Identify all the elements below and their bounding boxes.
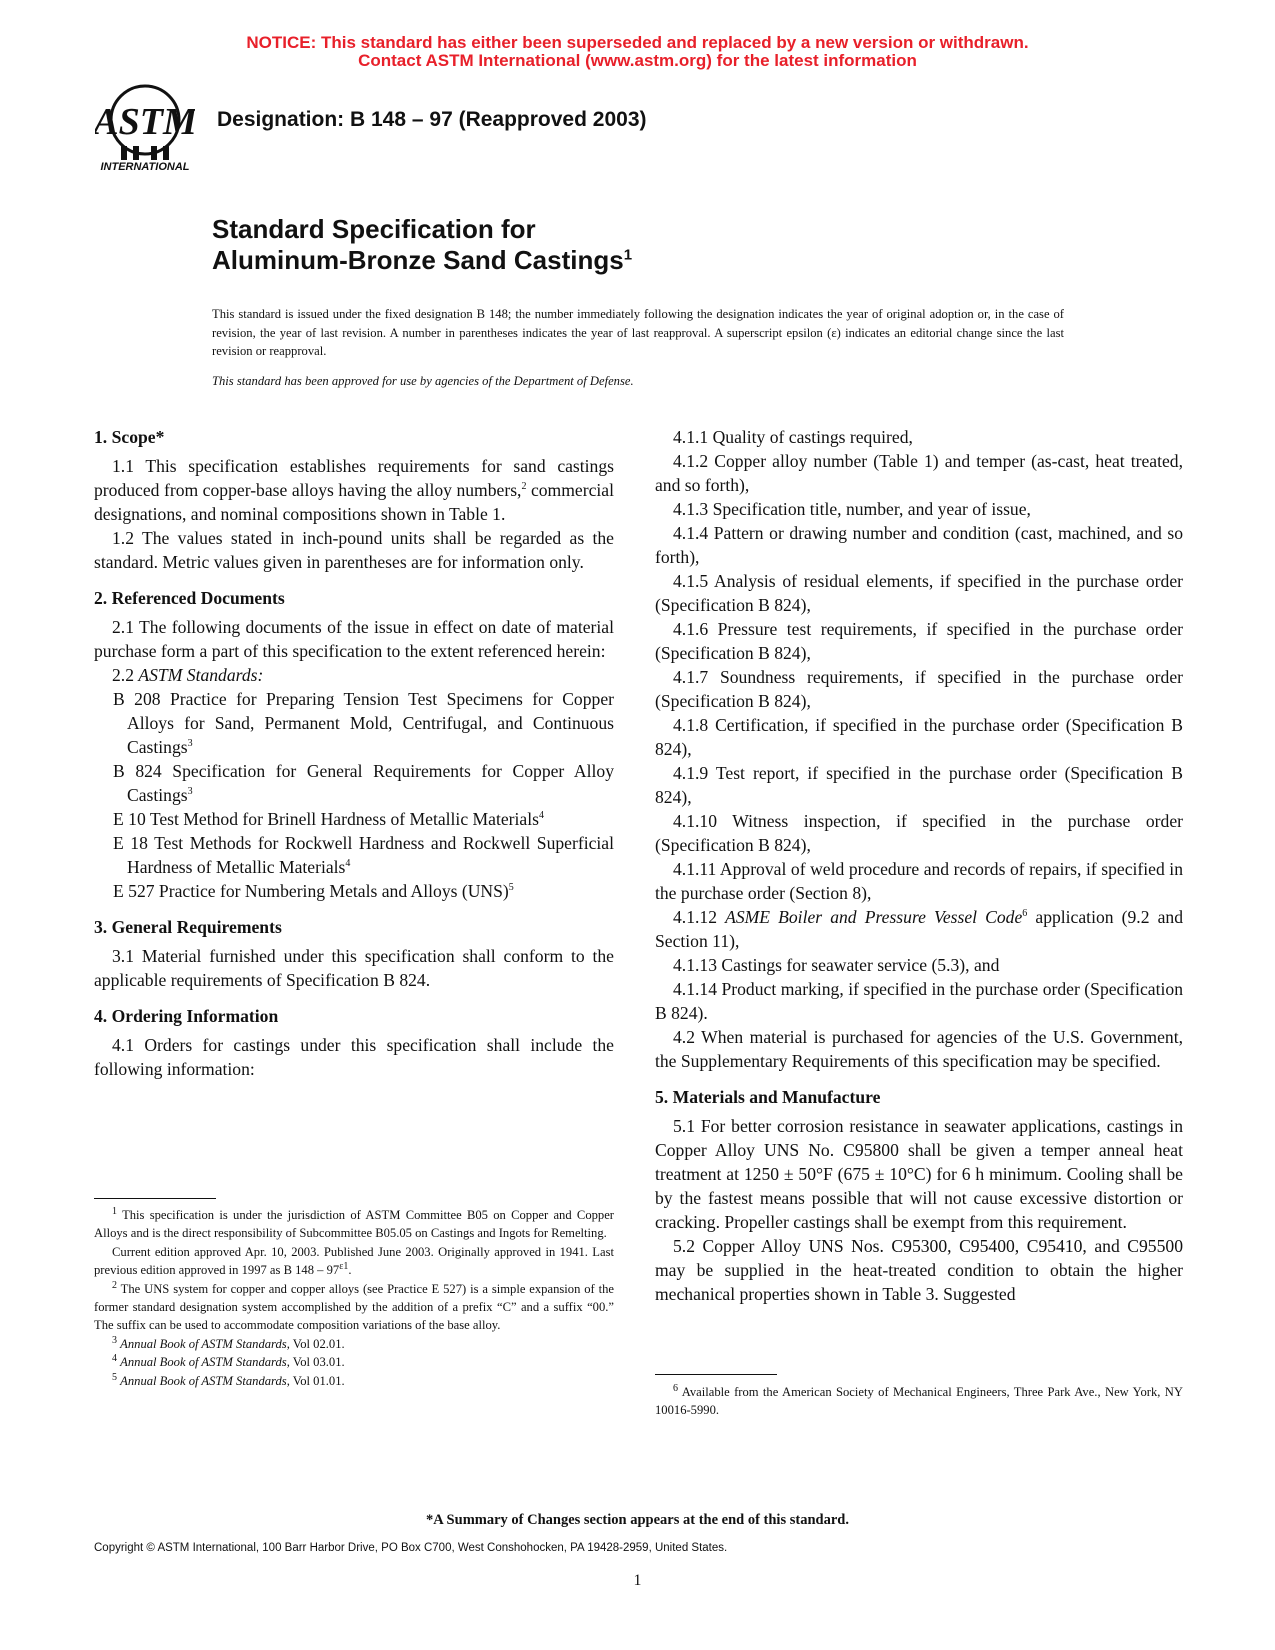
- para-1-1-text-b: commercial designations, and nominal compositions shown in Table 1.: [94, 480, 614, 524]
- footnote-5: [94, 1372, 614, 1390]
- footnote-4-sup: 4: [112, 1353, 117, 1365]
- ref-b824-text: B 824 Specification for General Requirements for Copper Alloy Castings: [113, 761, 614, 805]
- ref-b824-sup: 3: [187, 786, 193, 798]
- footnote-2-text: The UNS system for copper and copper alloys (see Practice E 527) is a simple expansion of the former standard designation system accomplished by the addition of a prefix “C” and a suffix “00.” The suffix can be used to accommodate composition variations of the base alloy.: [94, 1281, 615, 1333]
- item-4-1-7: 4.1.7 Soundness requirements, if specified in the purchase order (Specification B 824),: [655, 667, 1183, 711]
- item-4-1-11: 4.1.11 Approval of weld procedure and records of repairs, if specified in the purchase order (Section 8),: [655, 859, 1183, 903]
- item-4-1-8: 4.1.8 Certification, if specified in the purchase order (Specification B 824),: [655, 715, 1183, 759]
- ref-b208-text: B 208 Practice for Preparing Tension Test Specimens for Copper Alloys for Sand, Permanent Mold, Centrifugal, and Continuous Castings: [113, 689, 614, 757]
- ref-e527-sup: 5: [508, 882, 514, 894]
- footnote-2-sup: 2: [112, 1279, 117, 1291]
- footnote-1b-text: Current edition approved Apr. 10, 2003. Published June 2003. Originally approved in 1941. Last previous edition approved in 1997 as B 148 – 97: [94, 1244, 614, 1278]
- item-4-1-10: 4.1.10 Witness inspection, if specified in the purchase order (Specification B 824),: [655, 811, 1183, 855]
- footnote-2: [94, 1280, 614, 1335]
- ref-e10-text: E 10 Test Method for Brinell Hardness of Metallic Materials: [113, 809, 539, 829]
- left-column: [94, 425, 614, 1081]
- title-line-1: Standard Specification for: [212, 214, 536, 244]
- title-line-2: [212, 245, 632, 276]
- section-2-heading: 2. Referenced Documents: [94, 588, 285, 608]
- notice-line-1: NOTICE: This standard has either been superseded and replaced by a new version or withdrawn.: [246, 33, 1029, 52]
- para-2-2-num: 2.2: [112, 665, 139, 685]
- ref-e527: [94, 879, 614, 903]
- footnote-1b-end: .: [348, 1263, 352, 1278]
- footnote-3: [94, 1335, 614, 1353]
- para-5-1: 5.1 For better corrosion resistance in seawater applications, castings in Copper Alloy UNS No. C95800 shall be given a temper anneal heat treatment at 1250 ± 50°F (675 ± 10°C) for 6 h minimum. Cooling shall be by the fastest means possible that will not cause excessive distortion or cracking. Propeller castings shall be exempt from this requirement.: [655, 1116, 1183, 1232]
- ref-b208-sup: 3: [187, 738, 193, 750]
- para-4-1: 4.1 Orders for castings under this specification shall include the following information:: [94, 1035, 614, 1079]
- para-2-2: [94, 663, 614, 687]
- item-4-1-9: 4.1.9 Test report, if specified in the purchase order (Specification B 824),: [655, 763, 1183, 807]
- para-1-1: [94, 454, 614, 526]
- footnote-3-end: , Vol 02.01.: [286, 1336, 345, 1351]
- issued-note: This standard is issued under the fixed designation B 148; the number immediately following the designation indicates the year of original adoption or, in the case of revision, the year of last revision. A number in parentheses indicates the year of last reapproval. A superscript epsilon (ε) indicates an editorial change since the last revision or reapproval.: [212, 307, 1064, 358]
- para-2-1: 2.1 The following documents of the issue in effect on date of material purchase form a part of this specification to the extent referenced herein:: [94, 617, 614, 661]
- right-footnotes: [655, 1383, 1183, 1420]
- item-4-1-4: 4.1.4 Pattern or drawing number and condition (cast, machined, and so forth),: [655, 523, 1183, 567]
- footnote-4-title: Annual Book of ASTM Standards: [120, 1355, 287, 1370]
- para-4-2: 4.2 When material is purchased for agencies of the U.S. Government, the Supplementary Requirements of this specification may be specified.: [655, 1027, 1183, 1071]
- para-1-1-text: 1.1 This specification establishes requirements for sand castings produced from copper-base alloys having the alloy numbers,: [94, 456, 614, 500]
- footnote-6: [655, 1383, 1183, 1420]
- item-4-1-12-text: application (9.2 and Section 11),: [655, 907, 1183, 951]
- footnote-3-sup: 3: [112, 1334, 117, 1346]
- footnote-rule-right: [655, 1374, 777, 1375]
- astm-logo-mark: ASTM: [95, 101, 195, 143]
- para-3-1: 3.1 Material furnished under this specification shall conform to the applicable requirements of Specification B 824.: [94, 946, 614, 990]
- ref-b824: [94, 759, 614, 807]
- footnote-1-text: This specification is under the jurisdiction of ASTM Committee B05 on Copper and Copper Alloys and is the direct responsibility of Subcommittee B05.05 on Castings and Ingots for Remelting.: [94, 1208, 615, 1241]
- item-4-1-12: [655, 905, 1183, 953]
- footnote-1-sup: 1: [112, 1205, 117, 1217]
- footnote-5-end: , Vol 01.01.: [286, 1373, 345, 1388]
- ref-e10: [94, 807, 614, 831]
- footnote-5-title: Annual Book of ASTM Standards: [120, 1373, 287, 1388]
- ref-e18-sup: 4: [345, 858, 351, 870]
- section-1-heading: 1. Scope*: [94, 427, 165, 447]
- para-1-2: 1.2 The values stated in inch-pound units shall be regarded as the standard. Metric values given in parentheses are for information only.: [94, 528, 614, 572]
- item-4-1-14: 4.1.14 Product marking, if specified in the purchase order (Specification B 824).: [655, 979, 1183, 1023]
- item-4-1-5: 4.1.5 Analysis of residual elements, if specified in the purchase order (Specification B 824),: [655, 571, 1183, 615]
- footnote-ref-2: 2: [521, 481, 527, 493]
- astm-logo: [95, 84, 195, 184]
- footnote-1b-sup: ε1: [339, 1261, 349, 1273]
- item-4-1-3: 4.1.3 Specification title, number, and year of issue,: [673, 499, 1031, 519]
- para-5-2: 5.2 Copper Alloy UNS Nos. C95300, C95400, C95410, and C95500 may be supplied in the heat-treated condition to obtain the higher mechanical properties shown in Table 3. Suggested: [655, 1236, 1183, 1304]
- footnote-rule-left: [94, 1198, 216, 1199]
- footnote-6-text: Available from the American Society of Mechanical Engineers, Three Park Ave., New York, NY 10016-5990.: [655, 1385, 1183, 1418]
- footnote-5-sup: 5: [112, 1371, 117, 1383]
- summary-note: *A Summary of Changes section appears at the end of this standard.: [426, 1512, 849, 1528]
- footnote-4-end: , Vol 03.01.: [286, 1355, 345, 1370]
- item-4-1-1: 4.1.1 Quality of castings required,: [673, 427, 913, 447]
- page-number: 1: [633, 1572, 642, 1589]
- title-footnote-ref: 1: [623, 246, 633, 264]
- section-3-heading: 3. General Requirements: [94, 917, 282, 937]
- left-footnotes: [94, 1206, 614, 1390]
- item-4-1-13: 4.1.13 Castings for seawater service (5.3), and: [673, 955, 1000, 975]
- item-4-1-6: 4.1.6 Pressure test requirements, if specified in the purchase order (Specification B 824),: [655, 619, 1183, 663]
- designation: Designation: B 148 – 97 (Reapproved 2003): [217, 108, 647, 131]
- item-4-1-2: 4.1.2 Copper alloy number (Table 1) and temper (as-cast, heat treated, and so forth),: [655, 451, 1183, 495]
- ref-e18-text: E 18 Test Methods for Rockwell Hardness and Rockwell Superficial Hardness of Metallic Materials: [113, 833, 614, 877]
- footnote-4: [94, 1353, 614, 1371]
- right-column: [655, 425, 1183, 1306]
- item-4-1-12-num: 4.1.12: [673, 907, 726, 927]
- section-5-heading: 5. Materials and Manufacture: [655, 1087, 881, 1107]
- ref-e18: [94, 831, 614, 879]
- item-4-1-12-title: ASME Boiler and Pressure Vessel Code: [725, 907, 1023, 927]
- copyright: Copyright © ASTM International, 100 Barr Harbor Drive, PO Box C700, West Conshohocken, PA 19428-2959, United States.: [94, 1542, 728, 1554]
- ref-b208: [94, 687, 614, 759]
- para-2-2-title: ASTM Standards:: [138, 665, 264, 685]
- title-text: Aluminum-Bronze Sand Castings: [212, 245, 624, 275]
- dod-note: This standard has been approved for use by agencies of the Department of Defense.: [212, 374, 634, 388]
- ref-e527-text: E 527 Practice for Numbering Metals and Alloys (UNS): [113, 881, 509, 901]
- footnote-1b: [94, 1243, 614, 1280]
- footnote-6-sup: 6: [673, 1382, 678, 1394]
- footnote-ref-6: 6: [1022, 908, 1028, 920]
- footnote-3-title: Annual Book of ASTM Standards: [120, 1336, 287, 1351]
- section-4-heading: 4. Ordering Information: [94, 1006, 279, 1026]
- notice-line-2: Contact ASTM International (www.astm.org) for the latest information: [358, 51, 917, 70]
- footnote-1: [94, 1206, 614, 1243]
- ref-e10-sup: 4: [538, 810, 544, 822]
- astm-logo-text: INTERNATIONAL: [100, 161, 190, 173]
